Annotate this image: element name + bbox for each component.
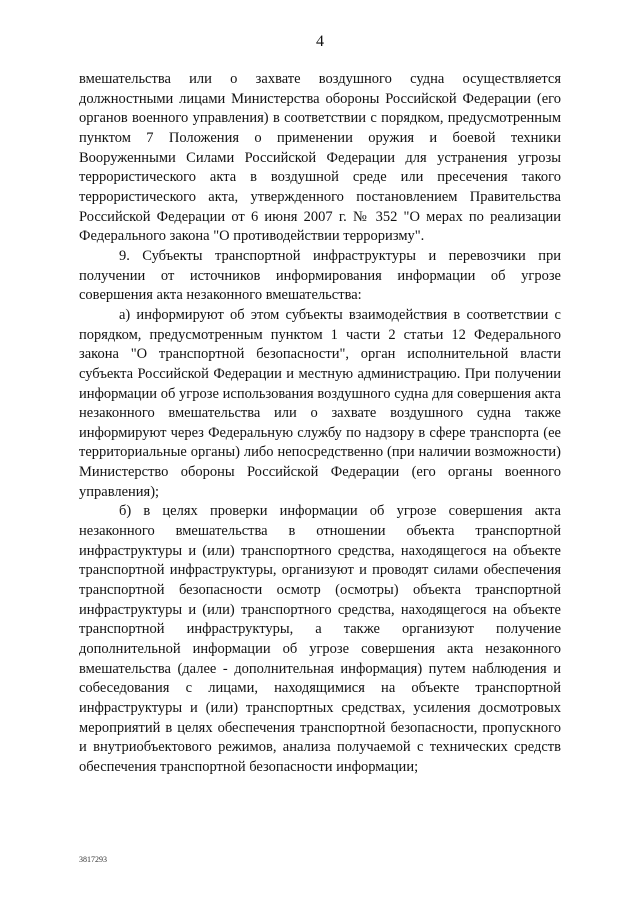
document-body xyxy=(79,70,561,778)
paragraph-subitem-a: а) информируют об этом субъекты взаимодействия в соответствии с порядком, предусмотренным пунктом 1 части 2 статьи 12 Федерального закона "О транспортной безопасности", орган исполнительной власти субъекта Российской Федерации и местную администрацию. При получении информации об угрозе использования воздушного судна для совершения акта незаконного вмешательства или о захвате воздушного судна также информируют через Федеральную службу по надзору в сфере транспорта (ее территориальные органы) либо непосредственно (при наличии возможности) Министерство обороны Российской Федерации (его органы военного управления); xyxy=(79,306,561,500)
paragraph-continuation: вмешательства или о захвате воздушного судна осуществляется должностными лицами Министерства обороны Российской Федерации (его органов военного управления) в соответствии с порядком, предусмотренным пунктом 7 Положения о применении оружия и боевой техники Вооруженными Силами Российской Федерации для устранения угрозы террористического акта в воздушной среде или пресечения такого террористического акта, утвержденного постановлением Правительства Российской Федерации от 6 июня 2007 г. № 352 "О мерах по реализации Федерального закона "О противодействии терроризму". xyxy=(79,71,561,245)
paragraph-item-9: 9. Субъекты транспортной инфраструктуры и перевозчики при получении от источников информирования информации об угрозе совершения акта незаконного вмешательства: xyxy=(79,247,561,304)
paragraph-subitem-b: б) в целях проверки информации об угрозе совершения акта незаконного вмешательства в отношении объекта транспортной инфраструктуры и (или) транспортного средства, находящегося на объекте транспортной инфраструктуры, организуют и проводят силами обеспечения транспортной безопасности осмотр (осмотры) объекта транспортной инфраструктуры и (или) транспортного средства, находящегося на объекте транспортной инфраструктуры, а также организуют получение дополнительной информации об угрозе совершения акта незаконного вмешательства (далее - дополнительная информация) путем наблюдения и собеседования с лицами, находящимися на объекте транспортной инфраструктуры и (или) транспортных средствах, усиления досмотровых мероприятий в целях обеспечения транспортной безопасности, пропускного и внутриобъектового режимов, анализа получаемой с технических средств обеспечения транспортной безопасности информации; xyxy=(79,503,561,775)
document-code: 3817293 xyxy=(79,855,107,864)
page-number: 4 xyxy=(316,33,324,50)
